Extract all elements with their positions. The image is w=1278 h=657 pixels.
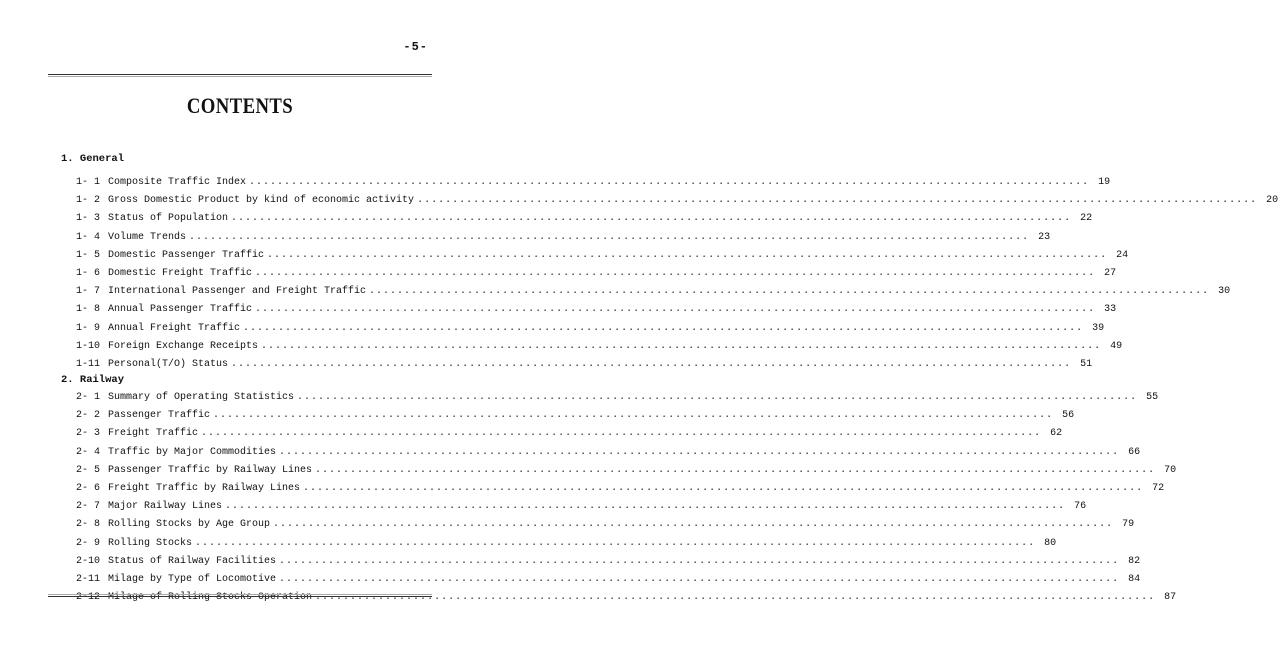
toc-entry-number: 2- 7 (76, 501, 101, 513)
toc-entry (76, 573, 1141, 592)
leader-dots: ........................................................................................................................ (195, 537, 1036, 549)
toc-entry-page: 33 (1104, 304, 1117, 316)
toc-entry-title: Rolling Stocks (108, 537, 193, 549)
section-heading-general: 1. General (61, 153, 125, 165)
toc-entry-number: 2- 4 (76, 446, 101, 458)
toc-entry-title: Milage of Rolling Stocks Operation (108, 592, 313, 604)
toc-entry-number: 1- 5 (76, 249, 101, 261)
toc-entry-page: 66 (1128, 446, 1141, 458)
toc-entry-title: Freight Traffic by Railway Lines (108, 482, 301, 494)
toc-entry (76, 340, 1123, 359)
toc-entry-number: 2- 2 (76, 410, 101, 422)
toc-entry (76, 249, 1129, 268)
toc-entry-title: Summary of Operating Statistics (108, 392, 295, 403)
toc-entry-page: 62 (1050, 428, 1063, 440)
toc-entry-page: 76 (1074, 501, 1087, 513)
toc-entry-number: 2- 6 (76, 482, 101, 494)
toc-entry (76, 464, 1177, 483)
toc-entry-page: 70 (1164, 464, 1177, 476)
toc-entry-title: Volume Trends (108, 231, 187, 243)
toc-entry-number: 1- 6 (76, 267, 101, 279)
toc-entry (76, 231, 1051, 250)
leader-dots: ........................................................................................................................ (213, 410, 1054, 422)
toc-entry-page: 23 (1038, 231, 1051, 243)
leader-dots: ........................................................................................................................ (279, 555, 1120, 567)
toc-entry-number: 1- 8 (76, 304, 101, 316)
toc-entry (76, 267, 1117, 286)
toc-entry (76, 304, 1117, 322)
toc-entry (76, 392, 1159, 410)
leader-dots: ........................................................................................................................ (369, 286, 1210, 298)
toc-entry-page: 84 (1128, 573, 1141, 585)
toc-entry-title: Composite Traffic Index (108, 177, 247, 188)
toc-entry-page: 24 (1116, 249, 1129, 261)
leader-dots: ........................................................................................................................ (315, 464, 1156, 476)
toc-entry-title: Status of Population (108, 213, 229, 225)
leader-dots: ........................................................................................................................ (297, 392, 1138, 403)
toc-entry-number: 1- 4 (76, 231, 101, 243)
toc-entry-title: Annual Freight Traffic (108, 322, 241, 334)
toc-entry-number: 1- 7 (76, 286, 101, 298)
toc-entry-title: Gross Domestic Product by kind of economic activity (108, 195, 415, 207)
toc-entry (76, 555, 1141, 574)
footer-rule-secondary (48, 596, 432, 597)
leader-dots: ........................................................................................................................ (255, 304, 1096, 316)
toc-entry-title: Foreign Exchange Receipts (108, 340, 259, 352)
toc-entry (76, 482, 1165, 501)
toc-entry (76, 195, 1278, 213)
toc-entry-title: Milage by Type of Locomotive (108, 573, 277, 585)
toc-entry-title: Domestic Passenger Traffic (108, 249, 265, 261)
leader-dots: ........................................................................................................................ (279, 446, 1120, 458)
toc-entry-page: 19 (1098, 177, 1111, 188)
toc-entry-title: Domestic Freight Traffic (108, 267, 253, 279)
leader-dots: ........................................................................................................................ (273, 519, 1114, 531)
toc-entry-number: 2-11 (76, 573, 101, 585)
toc-entry-title: Freight Traffic (108, 428, 199, 440)
toc-entry-page: 56 (1062, 410, 1075, 422)
toc-entry (76, 410, 1075, 428)
toc-entry-number: 2- 8 (76, 519, 101, 531)
toc-entry-page: 82 (1128, 555, 1141, 567)
toc-entry-title: Passenger Traffic by Railway Lines (108, 464, 313, 476)
toc-entry-title: Personal(T/O) Status (108, 358, 229, 370)
toc-entry-number: 2- 9 (76, 537, 101, 549)
page-title: CONTENTS (186, 93, 294, 118)
toc-entry-title: Rolling Stocks by Age Group (108, 519, 271, 531)
toc-entry-title: International Passenger and Freight Traffic (108, 286, 367, 298)
toc-entry (76, 358, 1093, 377)
toc-entry-title: Passenger Traffic (108, 410, 211, 422)
toc-entry-page: 49 (1110, 340, 1123, 352)
header-rule-secondary (48, 76, 432, 77)
leader-dots: ........................................................................................................................ (261, 340, 1102, 352)
toc-entry (76, 501, 1087, 519)
toc-entry (76, 286, 1231, 304)
toc-entry-page: 39 (1092, 322, 1105, 334)
toc-entry (76, 428, 1063, 446)
toc-entry (76, 177, 1111, 195)
toc-entry-page: 30 (1218, 286, 1231, 298)
toc-list-general (76, 177, 1278, 377)
toc-entry-page: 87 (1164, 592, 1177, 604)
header-rule (48, 74, 432, 75)
leader-dots: ........................................................................................................................ (255, 267, 1096, 279)
leader-dots: ........................................................................................................................ (231, 213, 1072, 225)
toc-entry (76, 446, 1141, 465)
toc-entry-number: 1-10 (76, 340, 101, 352)
leader-dots: ........................................................................................................................ (231, 358, 1072, 370)
toc-entry-number: 1- 2 (76, 195, 101, 207)
leader-dots: ........................................................................................................................ (267, 249, 1108, 261)
toc-list-railway (76, 392, 1177, 610)
toc-entry-number: 1- 1 (76, 177, 101, 188)
leader-dots: ........................................................................................................................ (279, 573, 1120, 585)
toc-entry (76, 537, 1057, 556)
toc-entry-number: 2-10 (76, 555, 101, 567)
leader-dots: ........................................................................................................................ (201, 428, 1042, 440)
toc-entry-page: 72 (1152, 482, 1165, 494)
section-heading-railway: 2. Railway (61, 374, 125, 386)
toc-entry-number: 1- 9 (76, 322, 101, 334)
toc-entry-page: 80 (1044, 537, 1057, 549)
leader-dots: ........................................................................................................................ (225, 501, 1066, 513)
toc-entry-page: 27 (1104, 267, 1117, 279)
toc-entry (76, 322, 1105, 341)
toc-entry-number: 2- 1 (76, 392, 101, 403)
toc-entry (76, 213, 1093, 231)
leader-dots: ........................................................................................................................ (249, 177, 1090, 188)
footer-rule (48, 594, 432, 595)
leader-dots: ........................................................................................................................ (189, 231, 1030, 243)
toc-entry (76, 519, 1135, 537)
leader-dots: ........................................................................................................................ (417, 195, 1258, 207)
toc-entry-page: 20 (1266, 195, 1278, 207)
toc-entry-number: 2-12 (76, 592, 101, 604)
toc-entry-page: 55 (1146, 392, 1159, 403)
toc-entry-number: 2- 5 (76, 464, 101, 476)
page-number: -5- (403, 40, 428, 54)
toc-entry-page: 79 (1122, 519, 1135, 531)
leader-dots: ........................................................................................................................ (243, 322, 1084, 334)
toc-entry-number: 1-11 (76, 358, 101, 370)
toc-entry-title: Status of Railway Facilities (108, 555, 277, 567)
toc-entry-title: Traffic by Major Commodities (108, 446, 277, 458)
toc-entry-page: 51 (1080, 358, 1093, 370)
toc-entry-page: 22 (1080, 213, 1093, 225)
leader-dots: ........................................................................................................................ (303, 482, 1144, 494)
toc-entry-number: 1- 3 (76, 213, 101, 225)
toc-entry-number: 2- 3 (76, 428, 101, 440)
toc-entry-title: Major Railway Lines (108, 501, 223, 513)
toc-entry-title: Annual Passenger Traffic (108, 304, 253, 316)
leader-dots: ........................................................................................................................ (315, 592, 1156, 604)
